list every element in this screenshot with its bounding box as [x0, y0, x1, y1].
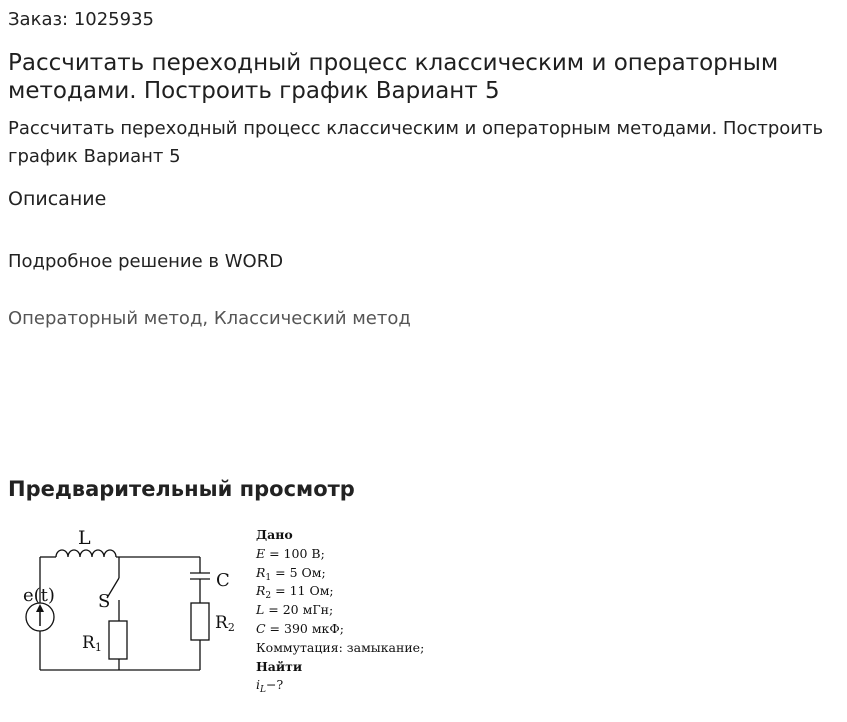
- preview-heading: Предварительный просмотр: [8, 477, 355, 501]
- product-summary: Рассчитать переходный процесс классическим и операторным методами. Построить график Вариант 5: [8, 118, 824, 167]
- given-commutation: Коммутация: замыкание;: [256, 639, 425, 655]
- given-r2: $R_2 = 11$ Ом;: [256, 583, 334, 602]
- resistor-r1-label: R1: [82, 633, 102, 654]
- capacitor-label: C: [216, 570, 230, 591]
- given-r1: $R_1 = 5$ Ом;: [256, 564, 326, 583]
- inductor-coil: [56, 550, 116, 557]
- inductor-label: L: [78, 527, 91, 549]
- find-item: $i_L-$?: [256, 677, 284, 696]
- resistor-r1: [109, 621, 127, 659]
- tags-list[interactable]: Операторный метод, Классический метод: [8, 308, 411, 329]
- given-c: C = 390 мкФ;: [256, 620, 344, 636]
- given-l: L = 20 мГн;: [256, 602, 334, 618]
- order-number: Заказ: 1025935: [8, 9, 154, 30]
- description-text: Подробное решение в WORD: [8, 251, 284, 272]
- given-e: E = 100 В;: [256, 545, 325, 561]
- circuit-diagram: [18, 520, 248, 680]
- source-label: e(t): [23, 585, 55, 606]
- given-heading: Дано: [256, 527, 293, 542]
- find-heading: Найти: [256, 658, 303, 674]
- page-title: Рассчитать переходный процесс классическим и операторным методами. Построить график Вариант 5: [8, 50, 779, 104]
- switch-label: S: [98, 591, 111, 612]
- resistor-r2-label: R2: [215, 613, 235, 634]
- resistor-r2: [191, 603, 209, 640]
- given-block: [256, 526, 424, 695]
- description-heading: Описание: [8, 188, 107, 210]
